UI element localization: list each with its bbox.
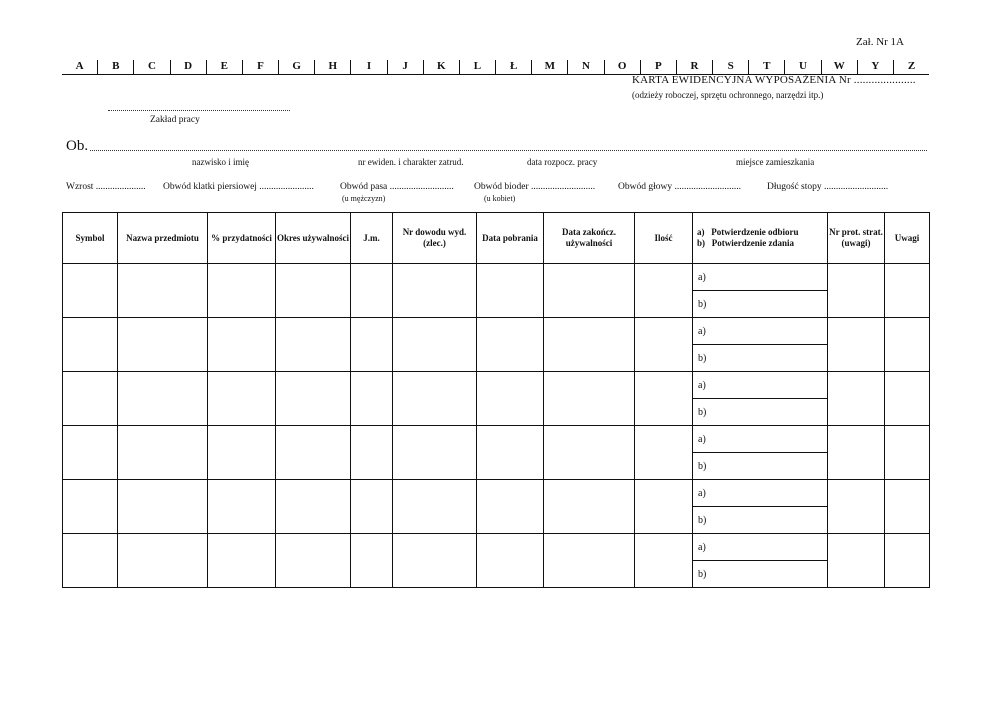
- table-cell[interactable]: [393, 480, 477, 534]
- table-cell[interactable]: [885, 426, 930, 480]
- table-cell[interactable]: [351, 426, 393, 480]
- index-letter: Ł: [496, 60, 532, 74]
- workplace-label: Zakład pracy: [150, 115, 200, 125]
- table-cell[interactable]: [635, 318, 693, 372]
- hips-note: (u kobiet): [484, 194, 516, 203]
- table-cell[interactable]: [544, 372, 635, 426]
- header-doc-no: Nr dowodu wyd. (zlec.): [393, 213, 477, 264]
- table-cell[interactable]: [477, 264, 544, 318]
- table-cell[interactable]: [276, 372, 351, 426]
- table-cell[interactable]: [635, 480, 693, 534]
- table-cell[interactable]: [63, 264, 118, 318]
- index-letter: R: [677, 60, 713, 74]
- header-confirmation: [693, 213, 828, 264]
- table-cell[interactable]: [544, 534, 635, 588]
- confirm-receipt-cell[interactable]: a): [693, 372, 828, 399]
- header-period: Okres używalności: [276, 213, 351, 264]
- index-letter: Y: [858, 60, 894, 74]
- height-field[interactable]: Wzrost .....................: [66, 182, 146, 192]
- caption-address: miejsce zamieszkania: [736, 157, 815, 167]
- index-letter: K: [424, 60, 460, 74]
- table-row: [63, 480, 930, 507]
- table-cell[interactable]: [118, 480, 208, 534]
- index-letter: D: [171, 60, 207, 74]
- equipment-table: [62, 212, 930, 588]
- index-letter: N: [568, 60, 604, 74]
- table-cell[interactable]: [544, 318, 635, 372]
- hips-field[interactable]: Obwód bioder ...........................: [474, 182, 596, 192]
- header-confirm-b: b) Potwierdzenie zdania: [697, 238, 794, 248]
- table-cell[interactable]: [828, 318, 885, 372]
- header-name: Nazwa przedmiotu: [118, 213, 208, 264]
- table-cell[interactable]: [208, 480, 276, 534]
- table-cell[interactable]: [544, 426, 635, 480]
- table-cell[interactable]: [393, 426, 477, 480]
- table-cell[interactable]: [885, 372, 930, 426]
- header-unit: J.m.: [351, 213, 393, 264]
- table-cell[interactable]: [635, 534, 693, 588]
- table-cell[interactable]: [828, 534, 885, 588]
- table-cell[interactable]: [351, 318, 393, 372]
- ob-field[interactable]: [90, 150, 927, 151]
- workplace-field[interactable]: [108, 104, 290, 111]
- table-cell[interactable]: [351, 372, 393, 426]
- index-letter: H: [315, 60, 351, 74]
- confirm-receipt-cell[interactable]: a): [693, 318, 828, 345]
- index-letter: F: [243, 60, 279, 74]
- table-cell[interactable]: [276, 264, 351, 318]
- alphabet-index: [62, 60, 929, 75]
- confirm-receipt-cell[interactable]: a): [693, 426, 828, 453]
- table-cell[interactable]: [477, 480, 544, 534]
- table-cell[interactable]: [208, 426, 276, 480]
- table-cell[interactable]: [276, 426, 351, 480]
- caption-start-date: data rozpocz. pracy: [527, 157, 598, 167]
- header-notes: Uwagi: [885, 213, 930, 264]
- index-letter: Z: [907, 60, 916, 72]
- table-cell[interactable]: [635, 426, 693, 480]
- header-prot: Nr prot. strat. (uwagi): [828, 213, 885, 264]
- header-date-end: Data zakończ. używalności: [544, 213, 635, 264]
- table-row: [63, 264, 930, 291]
- table-cell[interactable]: [63, 372, 118, 426]
- table-cell[interactable]: [828, 372, 885, 426]
- index-letter: S: [713, 60, 749, 74]
- index-letter: M: [532, 60, 568, 74]
- index-letter: I: [351, 60, 387, 74]
- confirm-return-cell[interactable]: b): [693, 507, 828, 534]
- table-cell[interactable]: [885, 318, 930, 372]
- table-row: [63, 534, 930, 561]
- table-cell[interactable]: [393, 372, 477, 426]
- table-cell[interactable]: [351, 534, 393, 588]
- confirm-return-cell[interactable]: b): [693, 561, 828, 588]
- attachment-number: Zał. Nr 1A: [856, 36, 904, 48]
- table-cell[interactable]: [118, 372, 208, 426]
- foot-field[interactable]: Długość stopy ...........................: [767, 182, 889, 192]
- ob-prefix: Ob.: [66, 138, 89, 154]
- table-cell[interactable]: [477, 534, 544, 588]
- caption-employee-no: nr ewiden. i charakter zatrud.: [358, 157, 464, 167]
- table-cell[interactable]: [635, 372, 693, 426]
- table-cell[interactable]: [63, 318, 118, 372]
- table-cell[interactable]: [118, 426, 208, 480]
- table-cell[interactable]: [477, 318, 544, 372]
- header-date-taken: Data pobrania: [477, 213, 544, 264]
- table-cell[interactable]: [393, 318, 477, 372]
- table-cell[interactable]: [63, 426, 118, 480]
- table-cell[interactable]: [635, 264, 693, 318]
- index-letter: J: [388, 60, 424, 74]
- confirm-receipt-cell[interactable]: a): [693, 480, 828, 507]
- table-cell[interactable]: [393, 534, 477, 588]
- index-letter: E: [207, 60, 243, 74]
- header-qty: Ilość: [635, 213, 693, 264]
- waist-note: (u mężczyzn): [342, 194, 386, 203]
- caption-name: nazwisko i imię: [192, 157, 249, 167]
- confirm-return-cell[interactable]: b): [693, 453, 828, 480]
- waist-field[interactable]: Obwód pasa ...........................: [340, 182, 454, 192]
- table-cell[interactable]: [63, 480, 118, 534]
- index-letter: W: [822, 60, 858, 74]
- table-row: [63, 318, 930, 345]
- table-cell[interactable]: [885, 264, 930, 318]
- table-cell[interactable]: [828, 426, 885, 480]
- table-cell[interactable]: [477, 372, 544, 426]
- index-letter: G: [279, 60, 315, 74]
- table-cell[interactable]: [276, 480, 351, 534]
- table-cell[interactable]: [276, 318, 351, 372]
- confirm-return-cell[interactable]: b): [693, 345, 828, 372]
- table-row: [63, 372, 930, 399]
- chest-field[interactable]: Obwód klatki piersiowej .......................: [163, 182, 314, 192]
- table-cell[interactable]: [828, 480, 885, 534]
- confirm-return-cell[interactable]: b): [693, 399, 828, 426]
- table-cell[interactable]: [118, 318, 208, 372]
- confirm-receipt-cell[interactable]: a): [693, 534, 828, 561]
- index-letter: A: [62, 60, 98, 74]
- confirm-return-cell[interactable]: b): [693, 291, 828, 318]
- header-usability: % przydatności: [208, 213, 276, 264]
- table-cell[interactable]: [118, 264, 208, 318]
- card-title: KARTA EWIDENCYJNA WYPOSAŻENIA Nr .....................: [632, 74, 916, 86]
- table-cell[interactable]: [828, 264, 885, 318]
- table-cell[interactable]: [208, 318, 276, 372]
- index-letter: U: [785, 60, 821, 74]
- table-row: [63, 426, 930, 453]
- card-subtitle: (odzieży roboczej, sprzętu ochronnego, narzędzi itp.): [632, 90, 824, 100]
- table-cell[interactable]: [208, 372, 276, 426]
- table-cell[interactable]: [118, 534, 208, 588]
- table-cell[interactable]: [885, 480, 930, 534]
- index-letter: C: [134, 60, 170, 74]
- index-letter: L: [460, 60, 496, 74]
- table-cell[interactable]: [351, 264, 393, 318]
- table-cell[interactable]: [477, 426, 544, 480]
- header-confirm-a: a) Potwierdzenie odbioru: [697, 227, 799, 237]
- table-cell[interactable]: [208, 264, 276, 318]
- table-cell[interactable]: [208, 534, 276, 588]
- index-letter: B: [98, 60, 134, 74]
- header-symbol: Symbol: [63, 213, 118, 264]
- index-letter: T: [749, 60, 785, 74]
- table-cell[interactable]: [276, 534, 351, 588]
- table-cell[interactable]: [544, 480, 635, 534]
- index-letter: P: [641, 60, 677, 74]
- table-cell[interactable]: [544, 264, 635, 318]
- head-field[interactable]: Obwód głowy ............................: [618, 182, 741, 192]
- table-cell[interactable]: [63, 534, 118, 588]
- table-cell[interactable]: [393, 264, 477, 318]
- table-cell[interactable]: [351, 480, 393, 534]
- index-letter: O: [605, 60, 641, 74]
- table-cell[interactable]: [885, 534, 930, 588]
- confirm-receipt-cell[interactable]: a): [693, 264, 828, 291]
